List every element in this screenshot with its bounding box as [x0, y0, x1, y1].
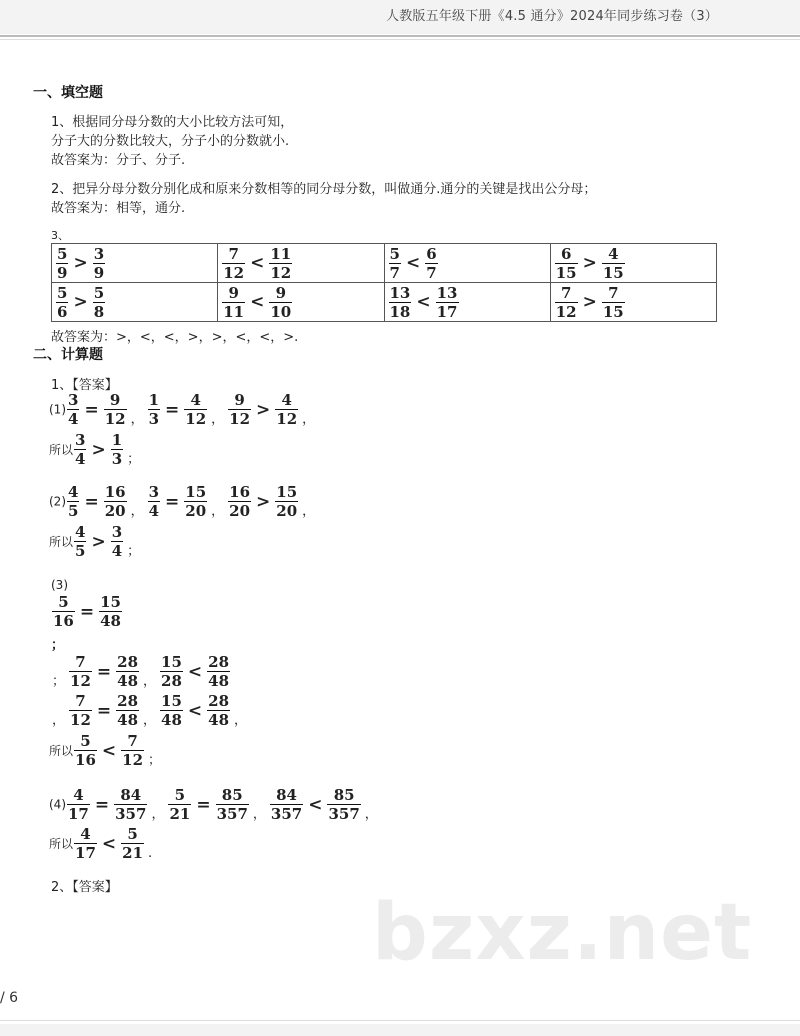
part-tag: (4)	[49, 797, 66, 812]
part3-semicolon: ；	[51, 638, 65, 653]
punctuation: .	[148, 846, 153, 861]
denominator: 8	[93, 302, 105, 321]
denominator: 10	[270, 302, 292, 321]
comparison-operator: <	[405, 253, 421, 273]
part4-conclusion	[49, 826, 155, 861]
part2-equation	[49, 484, 318, 519]
header-divider	[0, 35, 800, 37]
table-cell	[550, 283, 716, 322]
numerator: 7	[75, 692, 86, 710]
fraction	[116, 654, 139, 689]
numerator: 16	[229, 483, 251, 501]
numerator: 7	[608, 283, 619, 302]
fraction	[160, 693, 183, 728]
fraction	[207, 693, 230, 728]
comparison-operator: <	[187, 700, 203, 721]
punctuation: ，	[130, 412, 144, 427]
part-tag: (2)	[49, 494, 66, 509]
comparison-operator: <	[101, 740, 117, 761]
conclusion-prefix: 所以	[49, 535, 74, 549]
comparison-operator: =	[94, 794, 110, 815]
part3-equation3	[49, 693, 250, 728]
fraction	[104, 392, 127, 427]
denominator: 16	[75, 751, 96, 769]
fraction	[184, 392, 207, 427]
eq-prefix: ；	[52, 674, 66, 689]
fraction	[168, 787, 191, 822]
punctuation: ；	[127, 544, 141, 559]
fraction	[111, 524, 123, 559]
denominator: 4	[148, 502, 160, 520]
fraction	[602, 285, 625, 320]
fraction	[67, 484, 79, 519]
fraction	[160, 654, 183, 689]
fraction	[275, 484, 298, 519]
numerator: 15	[185, 483, 207, 501]
fraction	[56, 246, 68, 281]
denominator: 3	[148, 410, 160, 428]
fraction	[121, 826, 144, 861]
numerator: 11	[270, 244, 292, 263]
numerator: 7	[127, 732, 138, 750]
punctuation: ，	[211, 504, 225, 519]
fraction	[104, 484, 127, 519]
numerator: 5	[80, 732, 91, 750]
header-divider-thin	[0, 39, 800, 40]
denominator: 357	[270, 805, 303, 823]
numerator: 9	[109, 391, 121, 409]
denominator: 12	[70, 711, 91, 729]
denominator: 12	[70, 672, 91, 690]
denominator: 12	[555, 302, 577, 321]
fraction	[114, 787, 147, 822]
denominator: 17	[75, 844, 96, 862]
table-cell	[384, 244, 550, 283]
table-cell	[384, 283, 550, 322]
numerator: 15	[161, 653, 182, 671]
fraction	[269, 285, 292, 320]
numerator: 6	[426, 244, 437, 263]
numerator: 9	[275, 283, 287, 302]
denominator: 28	[161, 672, 182, 690]
fraction	[270, 787, 303, 822]
denominator: 12	[223, 263, 245, 282]
numerator: 13	[389, 283, 411, 302]
numerator: 84	[120, 786, 142, 804]
fraction	[602, 246, 625, 281]
denominator: 4	[68, 410, 79, 428]
fraction	[184, 484, 207, 519]
punctuation: ，	[143, 674, 157, 689]
fraction	[99, 594, 122, 629]
numerator: 3	[93, 244, 105, 263]
punctuation: ，	[364, 807, 378, 822]
eq-prefix: ，	[52, 713, 66, 728]
comparison-operator: >	[256, 491, 271, 512]
denominator: 7	[389, 263, 400, 282]
comparison-operator: <	[250, 253, 265, 273]
numerator: 28	[208, 653, 230, 671]
punctuation: ，	[302, 412, 316, 427]
fraction	[228, 392, 251, 427]
footer-divider	[0, 1020, 800, 1021]
part-tag: (3)	[51, 578, 68, 592]
table-cell	[218, 283, 384, 322]
fraction	[269, 246, 292, 281]
numerator: 3	[75, 431, 86, 449]
numerator: 15	[100, 593, 121, 611]
fraction	[67, 787, 90, 822]
punctuation: ；	[148, 753, 162, 768]
denominator: 357	[328, 805, 360, 823]
fraction	[389, 246, 401, 281]
numerator: 84	[276, 786, 297, 804]
punctuation: ，	[130, 504, 144, 519]
fraction	[74, 826, 97, 861]
denominator: 21	[122, 844, 144, 862]
punctuation: ，	[211, 412, 225, 427]
punctuation: ，	[302, 504, 316, 519]
conclusion-prefix: 所以	[49, 744, 74, 758]
table-row	[52, 244, 717, 283]
denominator: 357	[216, 805, 248, 823]
q2-answer: 故答案为：相等，通分.	[51, 201, 186, 216]
fraction	[74, 432, 86, 467]
numerator: 15	[276, 483, 298, 501]
numerator: 4	[190, 391, 201, 409]
punctuation: ，	[234, 713, 248, 728]
footer-bar	[0, 1024, 800, 1036]
numerator: 5	[57, 244, 68, 263]
punctuation: ，	[151, 807, 165, 822]
numerator: 7	[228, 244, 239, 263]
comparison-operator: <	[187, 661, 203, 682]
denominator: 48	[100, 612, 121, 630]
comparison-operator: <	[416, 292, 431, 312]
numerator: 28	[117, 692, 139, 710]
numerator: 4	[608, 244, 619, 263]
numerator: 9	[234, 391, 245, 409]
q3-answer: 故答案为：>，<，<，>，>，<，<，>.	[51, 330, 299, 345]
numerator: 6	[560, 244, 572, 263]
denominator: 18	[389, 302, 411, 321]
numerator: 85	[221, 786, 243, 804]
denominator: 17	[436, 302, 458, 321]
fraction	[222, 246, 245, 281]
denominator: 20	[276, 502, 298, 520]
document-title: 人教版五年级下册《4.5 通分》2024年同步练习卷（3）	[386, 9, 718, 24]
part2-conclusion	[49, 524, 143, 559]
denominator: 17	[68, 805, 89, 823]
table-cell	[218, 244, 384, 283]
fraction	[216, 787, 249, 822]
comparison-operator: >	[73, 292, 88, 312]
fraction	[555, 285, 578, 320]
part3-conclusion	[49, 733, 164, 768]
denominator: 12	[122, 751, 144, 769]
comparison-operator: <	[101, 833, 117, 854]
fraction	[74, 524, 86, 559]
denominator: 6	[57, 302, 68, 321]
fraction	[121, 733, 144, 768]
denominator: 12	[104, 410, 126, 428]
denominator: 12	[185, 410, 207, 428]
fraction	[93, 285, 105, 320]
calc-q1-label: 1、【答案】	[51, 378, 118, 393]
fraction	[111, 432, 123, 467]
fraction	[275, 392, 298, 427]
numerator: 28	[208, 692, 230, 710]
numerator: 7	[75, 653, 86, 671]
comparison-operator: >	[91, 439, 106, 460]
part4-equation	[49, 787, 381, 822]
part-tag: (1)	[49, 402, 66, 417]
numerator: 9	[228, 283, 239, 302]
numerator: 85	[333, 786, 355, 804]
q1-line2: 分子大的分数比较大，分子小的分数就小.	[51, 134, 290, 149]
numerator: 4	[68, 483, 79, 501]
denominator: 20	[104, 502, 126, 520]
comparison-operator: =	[79, 601, 95, 622]
numerator: 5	[127, 825, 138, 843]
part1-equation	[49, 392, 318, 427]
numerator: 7	[560, 283, 572, 302]
numerator: 5	[174, 786, 186, 804]
denominator: 48	[117, 711, 139, 729]
denominator: 20	[229, 502, 251, 520]
denominator: 357	[115, 805, 147, 823]
comparison-operator: =	[84, 399, 99, 420]
fraction	[555, 246, 578, 281]
denominator: 16	[53, 612, 74, 630]
comparison-operator: >	[91, 531, 106, 552]
part1-conclusion	[49, 432, 143, 467]
numerator: 4	[80, 825, 91, 843]
q3-label: 3、	[51, 229, 69, 242]
fraction	[207, 654, 230, 689]
denominator: 9	[93, 263, 105, 282]
numerator: 13	[436, 283, 458, 302]
numerator: 4	[73, 786, 84, 804]
numerator: 3	[111, 523, 123, 541]
fraction	[52, 594, 75, 629]
numerator: 16	[104, 483, 126, 501]
comparison-operator: >	[256, 399, 271, 420]
fraction	[116, 693, 139, 728]
denominator: 4	[111, 542, 123, 560]
part3-equation2	[49, 654, 231, 689]
conclusion-prefix: 所以	[49, 837, 74, 851]
comparison-operator: =	[165, 491, 180, 512]
numerator: 5	[57, 283, 68, 302]
comparison-operator: <	[250, 292, 265, 312]
watermark: bzxz.net	[372, 888, 753, 978]
denominator: 12	[276, 410, 298, 428]
denominator: 5	[75, 542, 86, 560]
table-cell	[550, 244, 716, 283]
numerator: 5	[93, 283, 105, 302]
denominator: 21	[169, 805, 191, 823]
q1-answer: 故答案为：分子、分子.	[51, 153, 186, 168]
table-row	[52, 283, 717, 322]
page-header	[0, 0, 800, 34]
numerator: 3	[148, 483, 160, 501]
page-number: / 6	[0, 990, 19, 1006]
table-cell	[52, 244, 218, 283]
fraction	[93, 246, 105, 281]
denominator: 9	[57, 263, 68, 282]
fraction	[69, 693, 92, 728]
punctuation: ；	[127, 452, 141, 467]
section-heading-calc: 二、计算题	[33, 347, 103, 363]
fraction	[222, 285, 245, 320]
fraction	[74, 733, 97, 768]
comparison-operator: >	[73, 253, 88, 273]
denominator: 15	[602, 302, 624, 321]
denominator: 5	[68, 502, 79, 520]
fraction	[56, 285, 68, 320]
fraction	[148, 392, 160, 427]
fraction	[228, 484, 251, 519]
fraction	[389, 285, 412, 320]
denominator: 11	[223, 302, 245, 321]
denominator: 12	[229, 410, 251, 428]
section-heading-fill: 一、填空题	[33, 85, 103, 101]
denominator: 48	[208, 672, 230, 690]
fraction	[436, 285, 459, 320]
denominator: 3	[111, 450, 123, 468]
table-cell	[52, 283, 218, 322]
numerator: 5	[58, 593, 69, 611]
q1-line1: 1、根据同分母分数的大小比较方法可知，	[51, 115, 294, 130]
punctuation: ，	[143, 713, 157, 728]
comparison-table	[51, 243, 717, 322]
denominator: 48	[117, 672, 139, 690]
numerator: 1	[148, 391, 160, 409]
denominator: 48	[161, 711, 182, 729]
fraction	[148, 484, 160, 519]
denominator: 15	[602, 263, 624, 282]
punctuation: ，	[252, 807, 266, 822]
comparison-operator: <	[308, 794, 323, 815]
fraction	[327, 787, 360, 822]
comparison-operator: =	[196, 794, 211, 815]
numerator: 3	[68, 391, 79, 409]
calc-q2-label: 2、【答案】	[51, 880, 118, 895]
numerator: 4	[75, 523, 86, 541]
fraction	[67, 392, 79, 427]
comparison-operator: =	[84, 491, 99, 512]
comparison-operator: >	[582, 292, 597, 312]
numerator: 15	[161, 692, 182, 710]
part3-equation1	[51, 594, 123, 629]
comparison-operator: >	[582, 253, 597, 273]
fraction	[425, 246, 437, 281]
denominator: 7	[426, 263, 437, 282]
denominator: 15	[555, 263, 577, 282]
conclusion-prefix: 所以	[49, 443, 74, 457]
denominator: 20	[185, 502, 207, 520]
denominator: 12	[270, 263, 292, 282]
denominator: 48	[208, 711, 230, 729]
comparison-operator: =	[96, 700, 112, 721]
denominator: 4	[75, 450, 86, 468]
numerator: 4	[281, 391, 292, 409]
comparison-operator: =	[96, 661, 112, 682]
q2-line1: 2、把异分母分数分别化成和原来分数相等的同分母分数，叫做通分.通分的关键是找出公分母；	[51, 182, 597, 197]
comparison-operator: =	[165, 399, 180, 420]
fraction	[69, 654, 92, 689]
numerator: 28	[117, 653, 139, 671]
numerator: 1	[111, 431, 123, 449]
numerator: 5	[389, 244, 400, 263]
